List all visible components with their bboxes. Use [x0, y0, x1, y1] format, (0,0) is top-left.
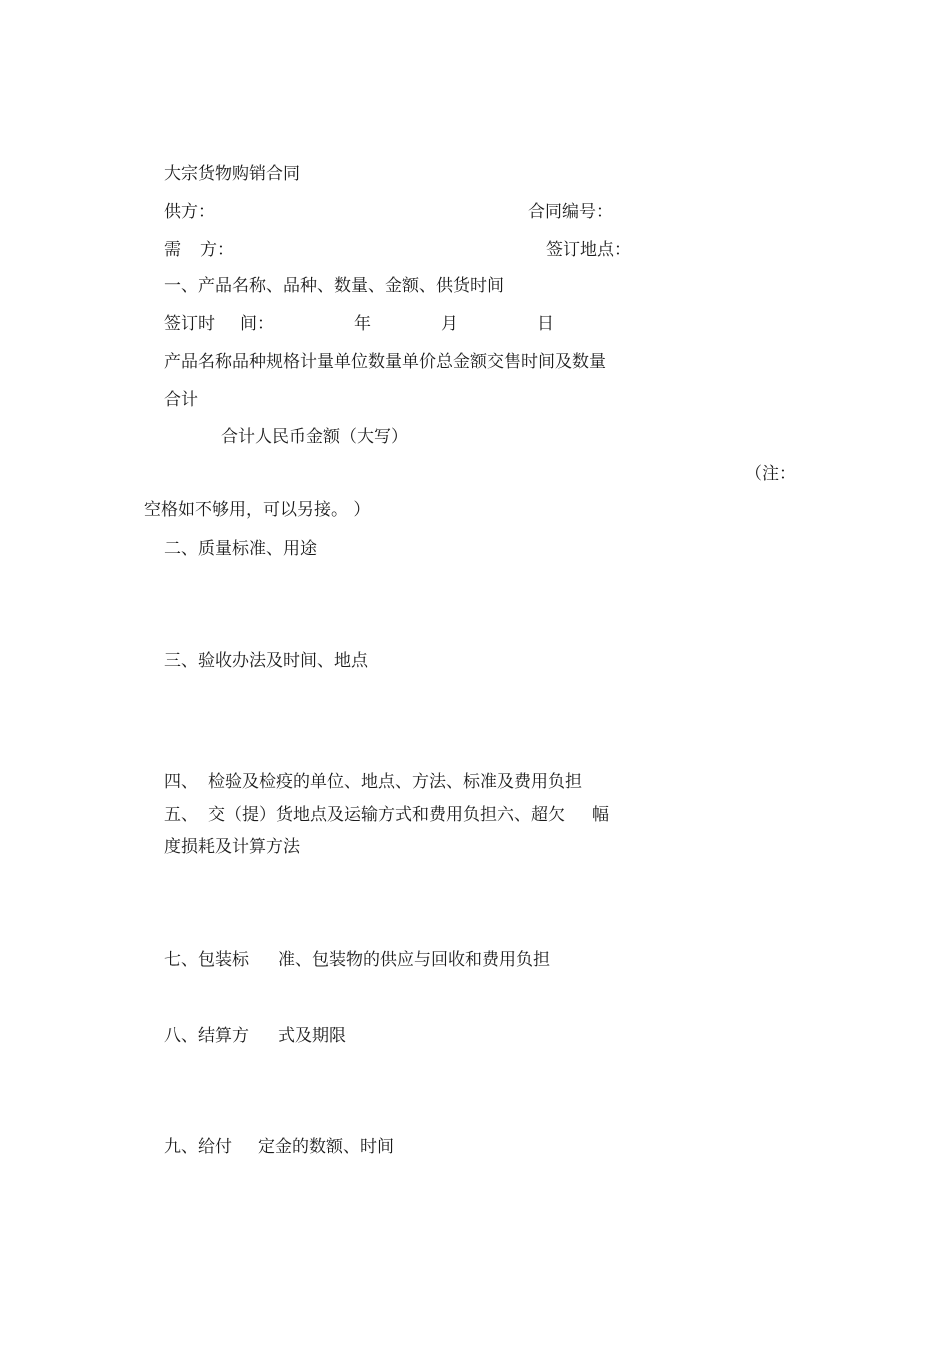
section-9-title-b: 定金的数额、时间	[258, 1137, 394, 1157]
section-4-number: 四、	[164, 772, 198, 792]
section-7-title-a: 七、包装标	[164, 950, 249, 970]
contract-no-label: 合同编号：	[528, 202, 613, 222]
section-5-continued: 度损耗及计算方法	[164, 837, 300, 857]
sign-time-label-b: 间：	[240, 314, 274, 334]
note-end: 空格如不够用，可以另接。 ）	[144, 500, 371, 520]
section-5-number: 五、	[164, 805, 198, 825]
year-label: 年	[354, 314, 371, 334]
month-label: 月	[441, 314, 458, 334]
supplier-label: 供方：	[164, 202, 215, 222]
section-3-title: 三、验收办法及时间、地点	[164, 651, 368, 671]
doc-title: 大宗货物购销合同	[164, 164, 300, 184]
section-9-title-a: 九、给付	[164, 1137, 232, 1157]
table-header: 产品名称品种规格计量单位数量单价总金额交售时间及数量	[164, 352, 606, 372]
section-5-tail: 幅	[592, 805, 609, 825]
section-8-title-b: 式及期限	[278, 1026, 346, 1046]
sign-place-label: 签订地点：	[546, 240, 631, 260]
section-8-title-a: 八、结算方	[164, 1026, 249, 1046]
buyer-label-b: 方：	[200, 240, 234, 260]
note-start: （注：	[745, 464, 796, 484]
buyer-label-a: 需	[164, 240, 181, 260]
section-5-title: 交（提）货地点及运输方式和费用负担六、超欠	[208, 805, 565, 825]
section-4-title: 检验及检疫的单位、地点、方法、标准及费用负担	[208, 772, 582, 792]
total-label: 合计	[164, 390, 198, 410]
sign-time-label-a: 签订时	[164, 314, 215, 334]
total-rmb-label: 合计人民币金额（大写）	[221, 427, 408, 447]
section-1-title: 一、产品名称、品种、数量、金额、供货时间	[164, 276, 504, 296]
section-2-title: 二、质量标准、用途	[164, 539, 317, 559]
day-label: 日	[537, 314, 554, 334]
section-7-title-b: 准、包装物的供应与回收和费用负担	[278, 950, 550, 970]
